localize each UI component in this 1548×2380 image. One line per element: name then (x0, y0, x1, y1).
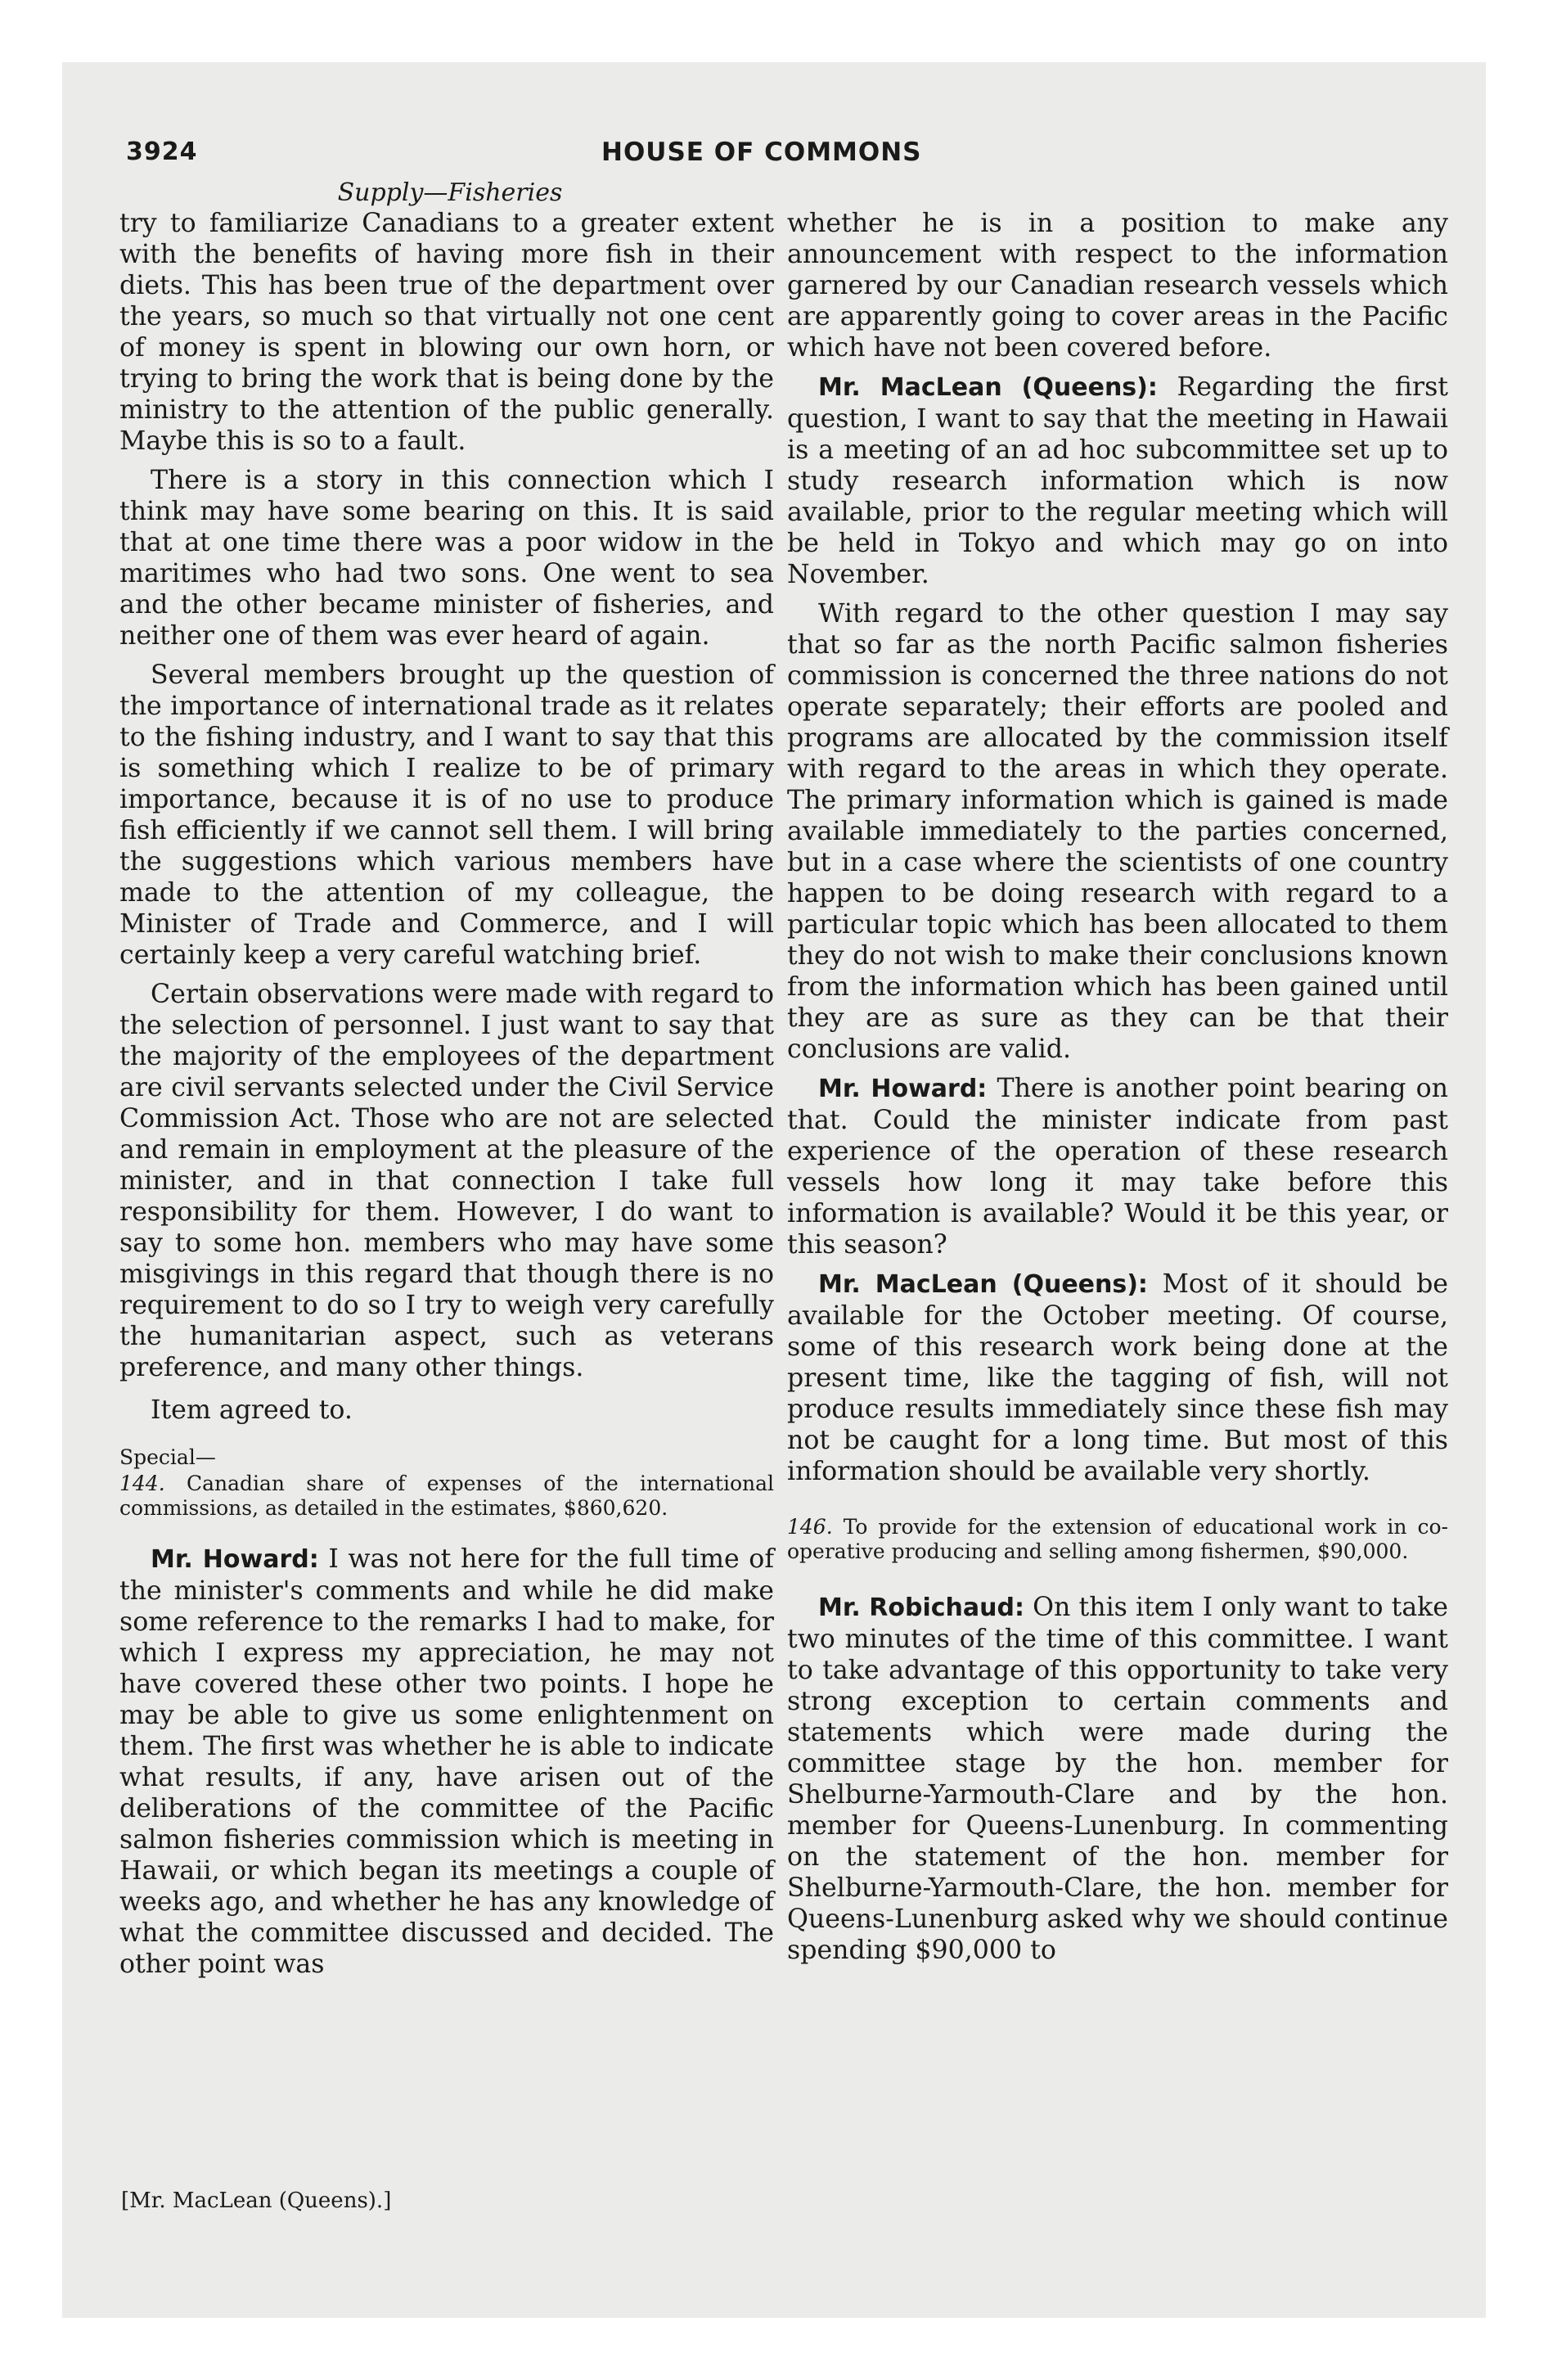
paragraph (787, 1592, 1448, 1966)
paragraph (119, 1544, 774, 1980)
speaker-name: Mr. Robichaud: (818, 1593, 1024, 1622)
item-agreed: Item agreed to. (151, 1395, 353, 1425)
right-column (787, 208, 1448, 1974)
paragraph: With regard to the other question I may say that so far as the north Pacific salmon fisheries commission is concerned the three nations do not operate separately; their efforts are pooled and programs are allocated by the commission itself with regard to the areas in which they operate. The primary information which is gained is made available immediately to the parties concerned, but in a case where the scientists of one country happen to be doing research with regard to a particular topic which has been allocated to them they do not wish to make their conclusions known from the information which has been gained until they are as sure as they can be that their conclusions are valid. (787, 599, 1448, 1064)
item-number: 144. (119, 1472, 165, 1495)
estimate-item-146 (787, 1515, 1448, 1564)
paragraph: Several members brought up the question of the importance of international trade as it relates to the fishing industry, and I want to say that this is something which I realize to be of primary importance, because it is of no use to produce fish efficiently if we cannot sell them. I will bring the suggestions which various members have made to the attention of my colleague, the Minister of Trade and Commerce, and I will certainly keep a very careful watching brief. (119, 660, 774, 970)
item-number: 146. (787, 1515, 833, 1539)
page-footer: [Mr. MacLean (Queens).] (121, 2188, 392, 2213)
left-column (119, 208, 774, 1988)
running-head: HOUSE OF COMMONS (601, 137, 922, 167)
item-text: Canadian share of expenses of the international commissions, as detailed in the estimates, $860,620. (119, 1472, 775, 1520)
speech-text: Regarding the first question, I want to say that the meeting in Hawaii is a meeting of an ad hoc subcommittee set up to study research information which is now available, prior to the regular meeting which will be held in Tokyo and which may go on into November. (787, 372, 1449, 589)
speaker-name: Mr. MacLean (Queens): (818, 1270, 1148, 1299)
paragraph (787, 1269, 1448, 1487)
speaker-name: Mr. Howard: (151, 1545, 319, 1574)
paragraph: There is a story in this connection which I think may have some bearing on this. It is said that at one time there was a poor widow in the maritimes who had two sons. One went to sea and the other became minister of fisheries, and neither one of them was ever heard of again. (119, 466, 774, 651)
paragraph: try to familiarize Canadians to a greater extent with the benefits of having more fish in their diets. This has been true of the department over the years, so much so that virtually not one cent of money is spent in blowing our own horn, or trying to bring the work that is being done by the ministry to the attention of the public generally. Maybe this is so to a fault. (119, 209, 774, 456)
paragraph (787, 372, 1448, 590)
subject-heading: Supply—Fisheries (337, 178, 563, 207)
special-label: Special— (119, 1445, 216, 1469)
item-text: To provide for the extension of educational work in co-operative producing and selling among fishermen, $90,000. (787, 1515, 1448, 1563)
paragraph: whether he is in a position to make any announcement with respect to the information garnered by our Canadian research vessels which are apparently going to cover areas in the Pacific which have not been covered before. (787, 209, 1448, 363)
speech-text: I was not here for the full time of the minister's comments and while he did make some reference to the remarks I had to make, for which I express my appreciation, he may not have covered these other two points. I hope he may be able to give us some enlightenment on them. The first was whether he is able to indicate what results, if any, have arisen out of the deliberations of the committee of the Pacific salmon fisheries commission which is meeting in Hawaii, or which began its meetings a couple of weeks ago, and whether he has any knowledge of what the committee discussed and decided. The other point was (119, 1544, 775, 1979)
paragraph: Certain observations were made with regard to the selection of personnel. I just want to say that the majority of the employees of the department are civil servants selected under the Civil Service Commission Act. Those who are not are selected and remain in employment at the pleasure of the minister, and in that connection I take full responsibility for them. However, I do want to say to some hon. members who may have some misgivings in this regard that though there is no requirement to do so I try to weigh very carefully the humanitarian aspect, such as veterans preference, and many other things. (119, 980, 774, 1382)
page-number: 3924 (126, 137, 198, 166)
paragraph (787, 1073, 1448, 1260)
speaker-name: Mr. MacLean (Queens): (818, 373, 1158, 402)
speech-text: On this item I only want to take two minutes of the time of this committee. I want to take advantage of this opportunity to take very strong exception to certain comments and statements which were made during the committee stage by the hon. member for Shelburne-Yarmouth-Clare and by the hon. member for Queens-Lunenburg. In commenting on the statement of the hon. member for Shelburne-Yarmouth-Clare, the hon. member for Queens-Lunenburg asked why we should continue spending $90,000 to (787, 1593, 1448, 1965)
speech-text: There is another point bearing on that. Could the minister indicate from past experience of the operation of these research vessels how long it may take before this information is available? Would it be this year, or this season? (787, 1074, 1449, 1260)
speaker-name: Mr. Howard: (818, 1075, 988, 1103)
estimate-item-144 (119, 1472, 774, 1521)
speech-text: Most of it should be available for the October meeting. Of course, some of this research work being done at the present time, like the tagging of fish, will not produce results immediately since these fish may not be caught for a long time. But most of this information should be available very shortly. (787, 1269, 1448, 1486)
